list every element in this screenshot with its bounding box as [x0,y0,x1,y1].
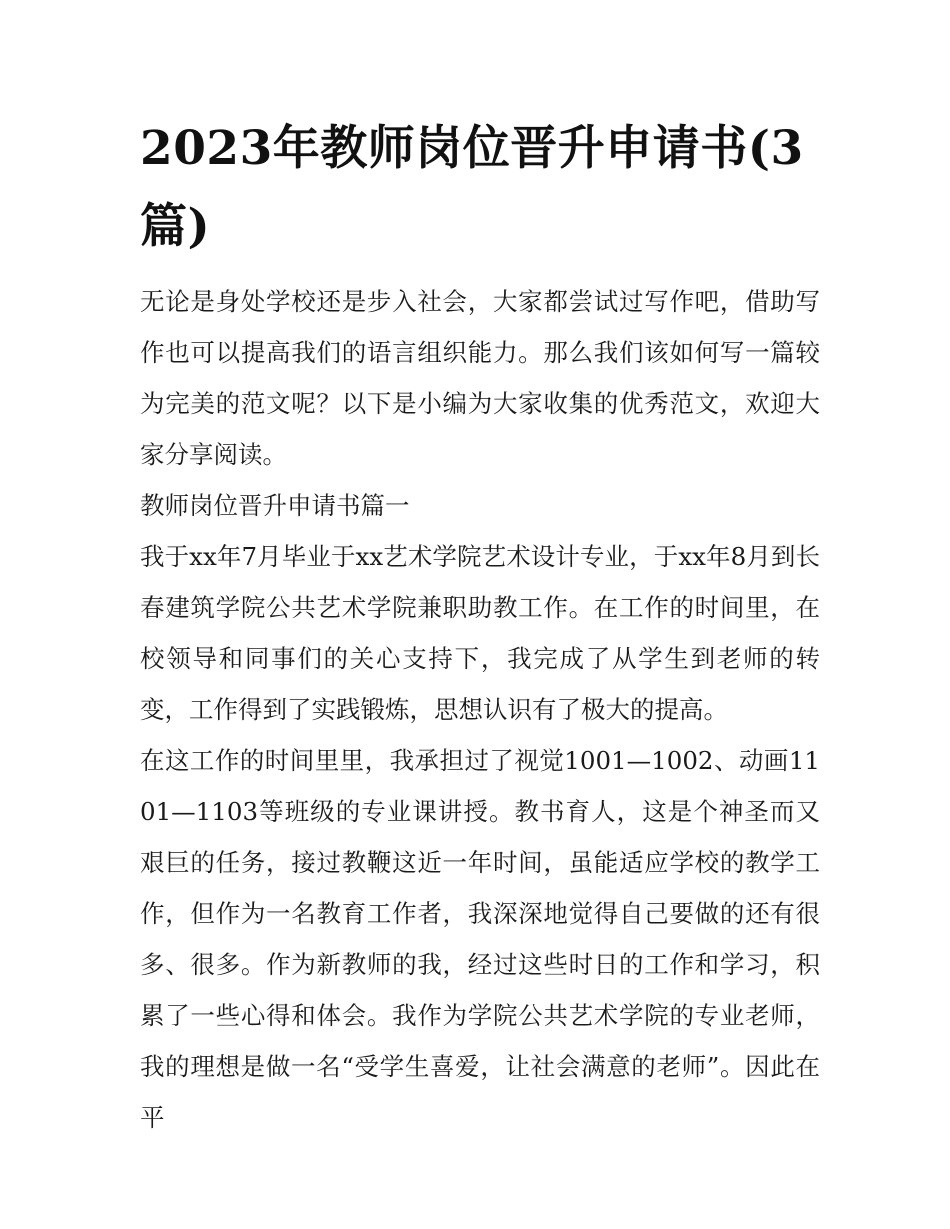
section-heading: 教师岗位晋升申请书篇一 [140,491,410,520]
document-body [140,276,820,1143]
body-paragraph: 我于xx年7月毕业于xx艺术学院艺术设计专业，于xx年8月到长春建筑学院公共艺术学院兼职助教工作。在工作的时间里，在校领导和同事们的关心支持下，我完成了从学生到老师的转变，工作得到了实践锻炼，思想认识有了极大的提高。 [140,542,820,724]
document-title: 2023年教师岗位晋升申请书(3篇) [140,121,804,254]
intro-paragraph: 无论是身处学校还是步入社会，大家都尝试过写作吧，借助写作也可以提高我们的语言组织能力。那么我们该如何写一篇较为完美的范文呢？以下是小编为大家收集的优秀范文，欢迎大家分享阅读。 [140,287,820,469]
body-paragraph: 在这工作的时间里里，我承担过了视觉1001—1002、动画1101—1103等班级的专业课讲授。教书育人，这是个神圣而又艰巨的任务，接过教鞭这近一年时间，虽能适应学校的教学工作，但作为一名教育工作者，我深深地觉得自己要做的还有很多、很多。作为新教师的我，经过这些时日的工作和学习，积累了一些心得和体会。我作为学院公共艺术学院的专业老师，我的理想是做一名“受学生喜爱，让社会满意的老师”。因此在平 [140,746,820,1132]
